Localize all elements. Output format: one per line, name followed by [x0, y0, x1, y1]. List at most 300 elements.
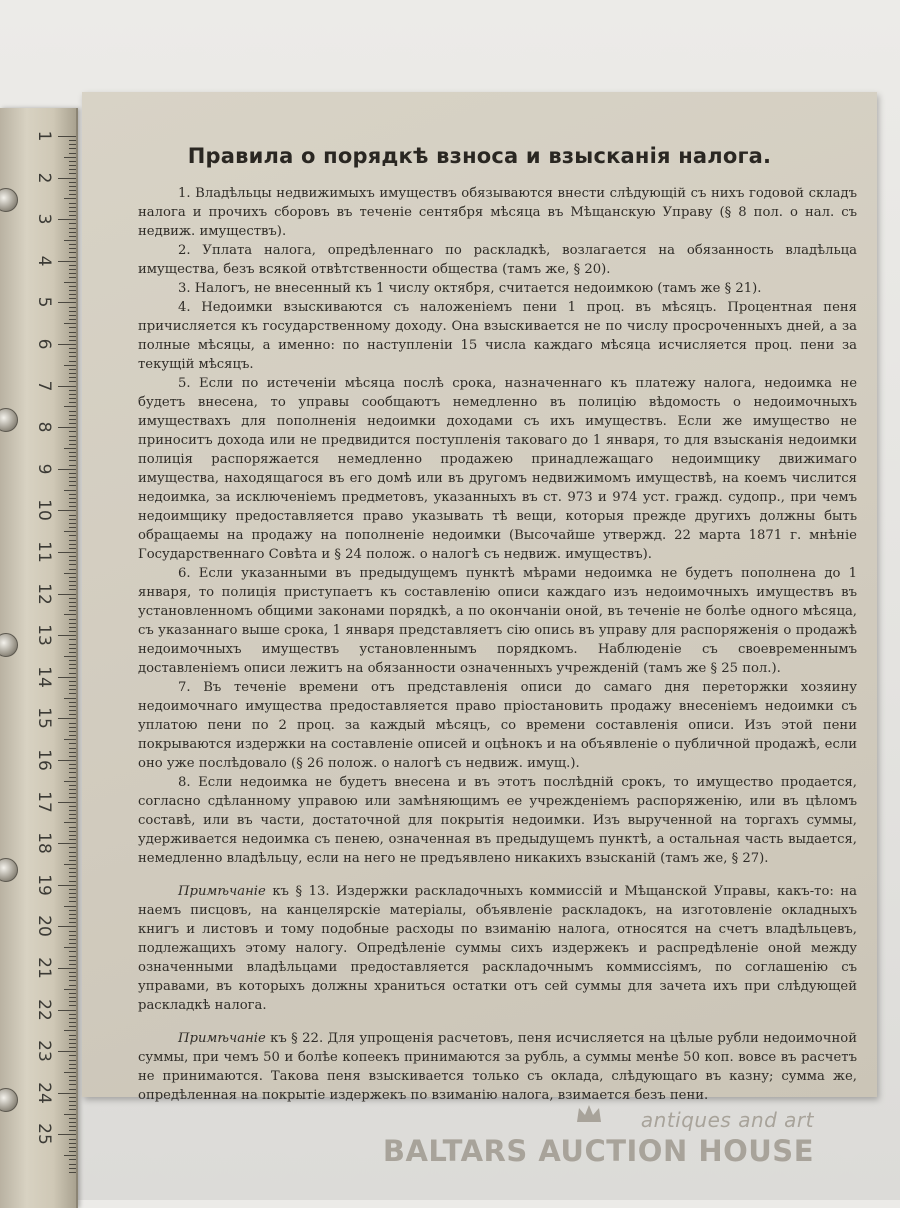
ruler-tick	[69, 1151, 76, 1152]
ruler-tick	[69, 436, 76, 437]
ruler-tick	[69, 207, 76, 208]
ruler-mark-5: 5	[34, 296, 54, 308]
ruler-tick	[69, 764, 76, 765]
ruler-tick	[58, 1051, 76, 1052]
ruler-tick	[69, 631, 76, 632]
ruler-tick	[69, 1022, 76, 1023]
ruler-tick	[69, 893, 76, 894]
note-2	[138, 1029, 857, 1105]
ruler-tick	[69, 644, 76, 645]
ruler-tick	[69, 976, 76, 977]
ruler-tick	[69, 785, 76, 786]
ruler-tick	[69, 827, 76, 828]
ruler-tick	[58, 386, 76, 387]
ruler-tick	[69, 377, 76, 378]
ruler-tick	[69, 390, 76, 391]
ruler-tick	[58, 427, 76, 428]
ruler-tick	[64, 864, 76, 865]
ruler-tick	[69, 1026, 76, 1027]
note-1-text: къ § 13. Издержки раскладочныхъ коммиссій и Мѣщанской Управы, какъ-то: на наемъ писцовъ, на канцелярскіе матеріалы, объявленіе раскладокъ, на изготовленіе окладныхъ книгъ и листовъ и тому подобные расходы по взиманію налога, относятся на счетъ владѣльцевъ, подлежащихъ этому налогу. Опредѣленіе суммы сихъ издержекъ и распредѣленіе оной между означенными владѣльцами предоставляется раскладочнымъ коммиссіямъ, по соглашенію съ управами, въ которыхъ должны храниться остатки отъ сей суммы для зачета ихъ при слѣдующей раскладкѣ налога.	[138, 884, 857, 1013]
ruler-tick	[64, 739, 76, 740]
ruler-tick	[69, 1055, 76, 1056]
ruler-tick	[69, 881, 76, 882]
ruler-tick	[69, 515, 76, 516]
ruler-tick	[58, 1093, 76, 1094]
ruler-tick	[64, 1072, 76, 1073]
ruler-rivet	[0, 858, 18, 882]
ruler-tick	[69, 1172, 76, 1173]
ruler-tick	[69, 182, 76, 183]
ruler-mark-17: 17	[34, 790, 54, 813]
ruler-mark-7: 7	[34, 380, 54, 391]
ruler-tick	[69, 735, 76, 736]
ruler-mark-20: 20	[34, 915, 54, 938]
ruler-tick	[69, 743, 76, 744]
ruler-tick	[69, 361, 76, 362]
ruler-tick	[69, 307, 76, 308]
ruler-tick	[69, 161, 76, 162]
ruler-tick	[58, 302, 76, 303]
ruler-tick	[64, 1155, 76, 1156]
ruler-tick	[69, 918, 76, 919]
ruler-tick	[69, 415, 76, 416]
ruler-tick	[69, 431, 76, 432]
ruler-tick	[69, 1101, 76, 1102]
ruler-tick	[69, 943, 76, 944]
ruler-tick	[69, 444, 76, 445]
ruler-tick	[69, 269, 76, 270]
ruler-tick	[69, 901, 76, 902]
document-sheet	[82, 92, 877, 1103]
ruler-tick	[69, 1068, 76, 1069]
ruler-tick	[69, 714, 76, 715]
ruler-tick	[64, 614, 76, 615]
ruler-rivet	[0, 188, 18, 212]
ruler-tick	[69, 1080, 76, 1081]
ruler-tick	[58, 510, 76, 511]
ruler-tick	[69, 1039, 76, 1040]
ruler-tick	[64, 947, 76, 948]
ruler-tick	[69, 1118, 76, 1119]
ruler-rivet	[0, 1088, 18, 1112]
ruler-tick	[69, 648, 76, 649]
ruler-tick	[69, 1109, 76, 1110]
ruler-mark-18: 18	[34, 832, 54, 854]
ruler-tick	[69, 252, 76, 253]
ruler-tick	[58, 178, 76, 179]
ruler-tick	[69, 352, 76, 353]
ruler-tick	[69, 423, 76, 424]
ruler-mark-8: 8	[34, 421, 54, 433]
ruler-tick	[58, 219, 76, 220]
ruler-tick	[64, 157, 76, 158]
ruler-tick	[69, 153, 76, 154]
ruler-tick	[69, 806, 76, 807]
ruler-tick	[58, 136, 76, 137]
ruler-tick	[69, 922, 76, 923]
ruler-tick	[69, 951, 76, 952]
ruler-mark-19: 19	[34, 873, 54, 896]
ruler-tick	[69, 997, 76, 998]
ruler-tick	[69, 277, 76, 278]
ruler-tick	[64, 822, 76, 823]
ruler-tick	[58, 469, 76, 470]
ruler-tick	[69, 1122, 76, 1123]
ruler-tick	[69, 332, 76, 333]
ruler-tick	[69, 190, 76, 191]
ruler-mark-2: 2	[34, 172, 54, 183]
ruler-tick	[69, 311, 76, 312]
ruler-tick	[69, 273, 76, 274]
ruler-tick	[69, 723, 76, 724]
ruler-tick	[69, 623, 76, 624]
ruler-tick	[69, 756, 76, 757]
ruler-tick	[64, 1030, 76, 1031]
ruler-tick	[69, 140, 76, 141]
ruler-tick	[69, 1064, 76, 1065]
ruler-tick	[69, 852, 76, 853]
ruler-tick	[69, 606, 76, 607]
ruler-tick	[69, 477, 76, 478]
ruler-tick	[69, 560, 76, 561]
ruler-tick	[69, 752, 76, 753]
ruler-mark-24: 24	[34, 1081, 54, 1104]
ruler-tick	[58, 1134, 76, 1135]
ruler-tick	[64, 406, 76, 407]
ruler-tick	[69, 473, 76, 474]
ruler-tick	[69, 681, 76, 682]
ruler-tick	[69, 768, 76, 769]
ruler-tick	[69, 810, 76, 811]
ruler-tick	[64, 365, 76, 366]
ruler-tick	[69, 693, 76, 694]
ruler-tick	[69, 602, 76, 603]
ruler-tick	[69, 1076, 76, 1077]
ruler-tick	[69, 610, 76, 611]
ruler-tick	[69, 1018, 76, 1019]
ruler-tick	[69, 589, 76, 590]
ruler-tick	[69, 668, 76, 669]
ruler-tick	[69, 960, 76, 961]
ruler-tick	[69, 211, 76, 212]
ruler-mark-15: 15	[34, 707, 54, 730]
ruler-tick	[69, 897, 76, 898]
ruler-tick	[69, 494, 76, 495]
ruler-tick	[69, 169, 76, 170]
ruler-tick	[69, 772, 76, 773]
ruler-tick	[69, 598, 76, 599]
ruler-tick	[69, 652, 76, 653]
paragraph-3: 3. Налогъ, не внесенный къ 1 числу октября, считается недоимкою (тамъ же § 21).	[178, 281, 762, 296]
ruler-tick	[69, 1047, 76, 1048]
ruler-tick	[69, 540, 76, 541]
ruler-tick	[69, 535, 76, 536]
ruler-tick	[69, 685, 76, 686]
ruler-tick	[69, 831, 76, 832]
ruler-tick	[69, 1084, 76, 1085]
ruler-tick	[69, 1147, 76, 1148]
ruler-tick	[69, 194, 76, 195]
ruler-tick	[69, 581, 76, 582]
ruler-tick	[69, 203, 76, 204]
ruler-tick	[69, 660, 76, 661]
ruler-tick	[69, 847, 76, 848]
ruler-tick	[69, 1105, 76, 1106]
ruler-tick	[69, 1089, 76, 1090]
ruler-tick	[58, 1010, 76, 1011]
ruler-tick	[58, 677, 76, 678]
ruler-tick	[69, 294, 76, 295]
ruler-tick	[69, 440, 76, 441]
ruler-tick	[69, 527, 76, 528]
ruler-tick	[69, 1168, 76, 1169]
ruler-mark-16: 16	[34, 749, 54, 771]
ruler-tick	[58, 760, 76, 761]
ruler-mark-12: 12	[34, 582, 54, 605]
ruler-tick	[69, 860, 76, 861]
ruler-tick	[69, 148, 76, 149]
ruler-tick	[69, 993, 76, 994]
ruler-tick	[64, 490, 76, 491]
auction-house-watermark	[383, 1108, 814, 1168]
ruler-tick	[58, 885, 76, 886]
ruler-tick	[69, 914, 76, 915]
ruler-tick	[69, 369, 76, 370]
ruler-tick	[69, 585, 76, 586]
ruler-tick	[58, 926, 76, 927]
ruler-tick	[69, 319, 76, 320]
ruler-tick	[69, 186, 76, 187]
ruler-tick	[69, 1035, 76, 1036]
ruler-tick	[69, 1130, 76, 1131]
ruler-tick	[69, 1164, 76, 1165]
ruler-tick	[69, 228, 76, 229]
ruler-mark-22: 22	[34, 998, 54, 1021]
ruler-tick	[69, 544, 76, 545]
paragraph-7: 7. Въ теченіе времени отъ представленія описи до самаго дня переторжки хозяину недоимочнаго имущества предоставляется право пріостановить продажу внесеніемъ недоимки съ уплатою пени по 2 проц. за каждый мѣсяцъ, со времени составленія описи. Изъ этой пени покрываются издержки на составленіе описей и оцѣнокъ и на объявленіе о публичной продажѣ, если оно уже послѣдовало (§ 26 полож. о налогѣ съ недвиж. имущ.).	[138, 680, 857, 771]
ruler-tick	[69, 298, 76, 299]
ruler-tick	[69, 556, 76, 557]
ruler-tick	[58, 261, 76, 262]
ruler-tick	[69, 248, 76, 249]
ruler-tick	[69, 872, 76, 873]
note-1	[138, 882, 857, 1015]
ruler-tick	[69, 839, 76, 840]
ruler-tick	[69, 523, 76, 524]
ruler-tick	[69, 564, 76, 565]
paragraph-4: 4. Недоимки взыскиваются съ наложеніемъ пени 1 проц. въ мѣсяцъ. Процентная пеня причисляется къ государственному доходу. Она взыскивается не по числу просроченныхъ дней, а за полные мѣсяцы, а именно: по наступленіи 15 числа каждаго мѣсяца исчисляется проц. пени за текущій мѣсяцъ.	[138, 300, 857, 372]
ruler-tick	[69, 223, 76, 224]
ruler-tick	[64, 1114, 76, 1115]
ruler-tick	[69, 627, 76, 628]
ruler-tick	[69, 985, 76, 986]
ruler-tick	[69, 456, 76, 457]
ruler-tick	[69, 481, 76, 482]
ruler-tick	[69, 569, 76, 570]
ruler-rivet	[0, 408, 18, 432]
ruler-tick	[58, 802, 76, 803]
ruler-tick	[64, 531, 76, 532]
ruler-mark-13: 13	[34, 624, 54, 646]
ruler-tick	[69, 232, 76, 233]
ruler-tick	[64, 989, 76, 990]
ruler-tick	[69, 856, 76, 857]
ruler-tick	[69, 165, 76, 166]
ruler-tick	[69, 789, 76, 790]
ruler-tick	[69, 706, 76, 707]
ruler-tick	[69, 356, 76, 357]
ruler-tick	[69, 1060, 76, 1061]
ruler-tick	[69, 702, 76, 703]
ruler-tick	[69, 689, 76, 690]
ruler-tick	[69, 980, 76, 981]
ruler-tick	[64, 282, 76, 283]
crown-icon	[574, 1102, 604, 1126]
ruler-tick	[69, 336, 76, 337]
ruler-tick	[69, 956, 76, 957]
ruler-mark-23: 23	[34, 1040, 54, 1062]
ruler-tick	[69, 731, 76, 732]
ruler-tick	[69, 506, 76, 507]
ruler-tick	[69, 797, 76, 798]
ruler-tick	[69, 460, 76, 461]
ruler-tick	[69, 835, 76, 836]
ruler-tick	[69, 502, 76, 503]
ruler-tick	[69, 286, 76, 287]
ruler-tick	[64, 240, 76, 241]
ruler-tick	[58, 718, 76, 719]
ruler-tick	[64, 448, 76, 449]
ruler-tick	[69, 1139, 76, 1140]
ruler-tick	[69, 931, 76, 932]
ruler	[0, 108, 78, 1208]
ruler-tick	[69, 257, 76, 258]
ruler-tick	[58, 968, 76, 969]
ruler-tick	[69, 465, 76, 466]
note-2-text: къ § 22. Для упрощенія расчетовъ, пеня исчисляется на цѣлые рубли недоимочной суммы, при чемъ 50 и болѣе копеекъ принимаются за рубль, а суммы менѣе 50 коп. вовсе въ расчетъ не принимаются. Такова пеня взыскивается только съ оклада, слѣдующаго въ казну; сумма же, опредѣленная на покрытіе издержекъ по взиманію налога, взимается безъ пени.	[138, 1031, 857, 1103]
ruler-tick	[69, 777, 76, 778]
ruler-tick	[69, 972, 76, 973]
note-2-label: Примѣчаніе	[178, 1031, 266, 1046]
ruler-tick	[64, 781, 76, 782]
ruler-tick	[69, 394, 76, 395]
ruler-tick	[69, 327, 76, 328]
ruler-tick	[69, 144, 76, 145]
ruler-tick	[69, 265, 76, 266]
ruler-tick	[69, 373, 76, 374]
ruler-tick	[69, 348, 76, 349]
ruler-tick	[64, 323, 76, 324]
ruler-mark-4: 4	[34, 255, 54, 267]
ruler-tick	[69, 814, 76, 815]
paragraph-2: 2. Уплата налога, опредѣленнаго по раскладкѣ, возлагается на обязанность владѣльца имущества, безъ всякой отвѣтственности общества (тамъ же, § 20).	[138, 243, 857, 277]
watermark-brand: BALTARS AUCTION HOUSE	[382, 1134, 814, 1168]
ruler-tick	[69, 498, 76, 499]
ruler-tick	[69, 519, 76, 520]
ruler-tick	[69, 1097, 76, 1098]
ruler-tick	[58, 344, 76, 345]
ruler-tick	[69, 889, 76, 890]
ruler-tick	[69, 868, 76, 869]
ruler-tick	[69, 398, 76, 399]
ruler-tick	[69, 215, 76, 216]
ruler-tick	[69, 1043, 76, 1044]
watermark-tagline: antiques and art	[640, 1108, 814, 1132]
ruler-tick	[69, 619, 76, 620]
ruler-tick	[69, 1126, 76, 1127]
ruler-tick	[69, 485, 76, 486]
document-title: Правила о порядкѣ взноса и взысканія налога.	[187, 144, 772, 168]
ruler-tick	[69, 673, 76, 674]
ruler-tick	[64, 198, 76, 199]
ruler-tick	[69, 876, 76, 877]
ruler-tick	[58, 843, 76, 844]
ruler-mark-3: 3	[34, 213, 54, 225]
ruler-tick	[69, 639, 76, 640]
note-1-label: Примѣчаніе	[178, 884, 266, 899]
ruler-mark-10: 10	[34, 499, 54, 522]
paragraph-8: 8. Если недоимка не будетъ внесена и въ этотъ послѣдній срокъ, то имущество продается, согласно сдѣланному управою или замѣняющимъ ее учрежденіемъ распоряженію, или въ цѣломъ составѣ, или въ части, достаточной для покрытія недоимки. Изъ вырученной на торгахъ суммы, удерживается недоимка съ пенею, означенная въ предыдущемъ пунктѣ, а остальная часть выдается, немедленно владѣльцу, если на него не предъявлено никакихъ взысканій (тамъ же, § 27).	[138, 775, 857, 866]
ruler-tick	[58, 635, 76, 636]
ruler-tick	[69, 315, 76, 316]
ruler-tick	[69, 548, 76, 549]
ruler-mark-11: 11	[34, 541, 54, 563]
paragraph-6: 6. Если указанными въ предыдущемъ пунктѣ мѣрами недоимка не будетъ пополнена до 1 января, то полиція приступаетъ къ составленію описи каждаго изъ недоимочныхъ имуществъ въ установленномъ общими законами порядкѣ, а по окончаніи оной, въ теченіе не болѣе одного мѣсяца, съ указаннаго выше срока, 1 января представляетъ сію опись въ управу для распоряженія о продажѣ недоимочныхъ имуществъ установленнымъ порядкомъ. Наблюденіе съ своевременнымъ доставленіемъ описи лежитъ на обязанности означенныхъ учрежденій (тамъ же § 25 пол.).	[138, 566, 857, 676]
ruler-tick	[69, 710, 76, 711]
paragraph-5: 5. Если по истеченіи мѣсяца послѣ срока, назначеннаго къ платежу налога, недоимка не будетъ внесена, то управы сообщаютъ немедленно въ полицію вѣдомость о недоимочныхъ имуществахъ для пополненія недоимки доходами съ ихъ имуществъ. Если же имущество не приноситъ дохода или не предвидится поступленія таковаго до 1 января, то для взысканія недоимки полиція распоряжается немедленно продажею принадлежащаго недоимщику движимаго имущества, находящагося въ его домѣ или въ другомъ недвижимомъ имуществѣ, на коемъ числится недоимка, за исключеніемъ предметовъ, указанныхъ въ ст. 973 и 974 уст. гражд. судопр., при чемъ недоимщику предоставляется право указывать тѣ вещи, которыя прежде другихъ должны быть обращаемы на продажу на пополненіе недоимки (Высочайше утвержд. 22 марта 1871 г. мнѣніе Государственнаго Совѣта и § 24 полож. о налогѣ съ недвиж. имуществъ).	[138, 376, 857, 562]
ruler-tick	[69, 173, 76, 174]
ruler-tick	[69, 1001, 76, 1002]
ruler-tick	[64, 698, 76, 699]
ruler-tick	[64, 906, 76, 907]
ruler-mark-1: 1	[34, 130, 54, 142]
ruler-tick	[69, 1143, 76, 1144]
ruler-tick	[69, 793, 76, 794]
ruler-rivet	[0, 633, 18, 657]
ruler-tick	[69, 1159, 76, 1160]
ruler-tick	[69, 452, 76, 453]
ruler-tick	[69, 664, 76, 665]
ruler-tick	[69, 244, 76, 245]
ruler-tick	[69, 818, 76, 819]
ruler-tick	[69, 748, 76, 749]
ruler-tick	[69, 1005, 76, 1006]
paragraph-1: 1. Владѣльцы недвижимыхъ имуществъ обязываются внести слѣдующій съ нихъ годовой складъ налога и прочихъ сборовъ въ теченіе сентября мѣсяца въ Мѣщанскую Управу (§ 8 пол. о нал. съ недвиж. имуществъ).	[138, 186, 857, 239]
ruler-tick	[69, 727, 76, 728]
ruler-tick	[69, 236, 76, 237]
ruler-mark-25: 25	[34, 1123, 54, 1146]
ruler-mark-9: 9	[34, 463, 54, 475]
ruler-tick	[69, 290, 76, 291]
ruler-tick	[69, 935, 76, 936]
ruler-tick	[64, 656, 76, 657]
ruler-mark-14: 14	[34, 665, 54, 688]
ruler-tick	[69, 910, 76, 911]
ruler-mark-21: 21	[34, 957, 54, 979]
ruler-tick	[69, 964, 76, 965]
ruler-tick	[69, 411, 76, 412]
ruler-tick	[69, 340, 76, 341]
ruler-tick	[58, 594, 76, 595]
ruler-tick	[69, 419, 76, 420]
ruler-mark-6: 6	[34, 338, 54, 350]
document-body	[138, 184, 857, 1105]
ruler-tick	[69, 577, 76, 578]
ruler-tick	[69, 402, 76, 403]
ruler-tick	[69, 1014, 76, 1015]
ruler-tick	[69, 381, 76, 382]
ruler-tick	[64, 573, 76, 574]
